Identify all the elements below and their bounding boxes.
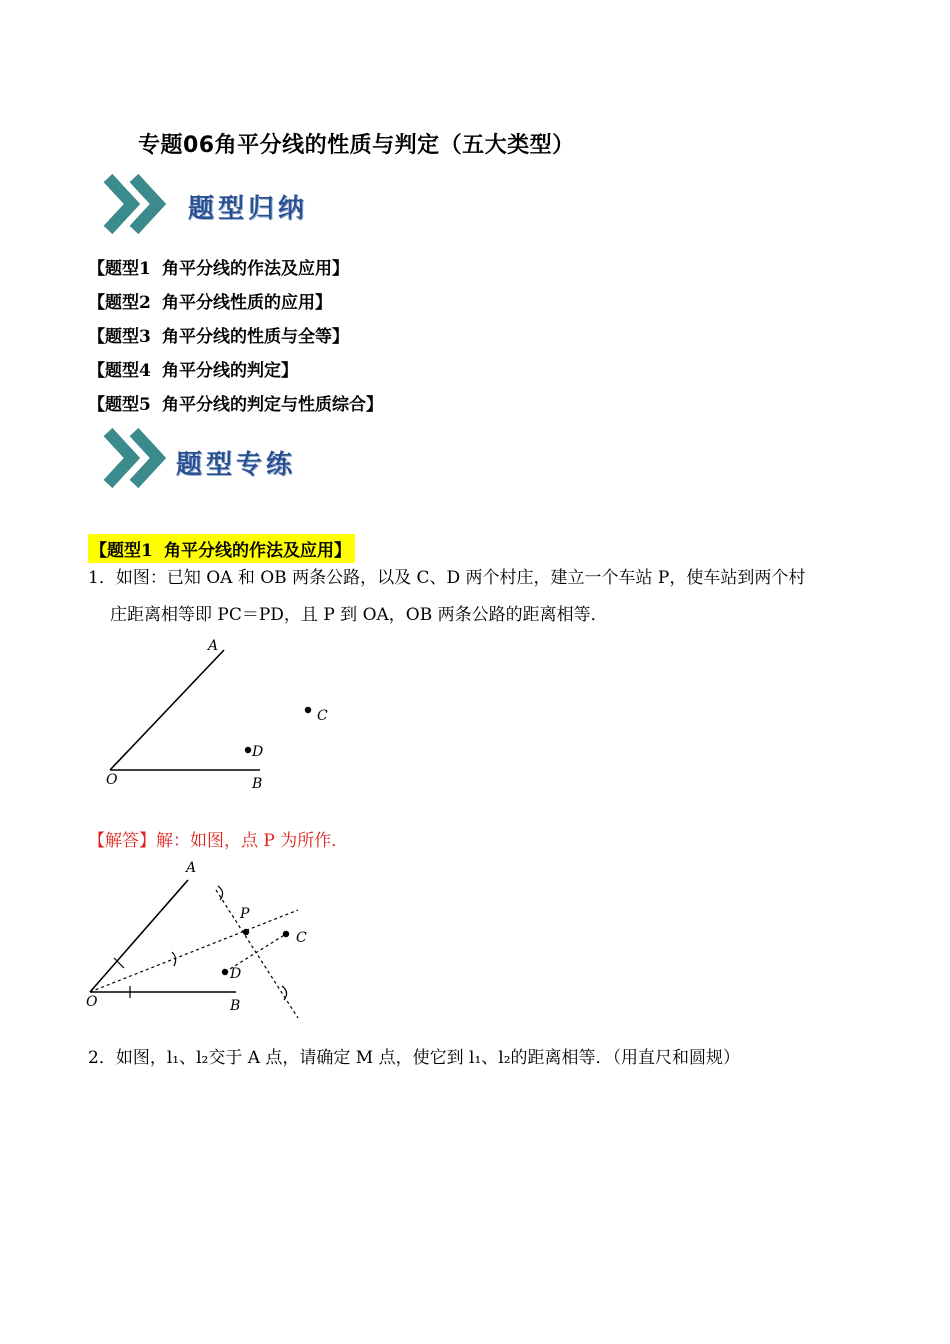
question-1-line-1: 1．如图：已知 OA 和 OB 两条公路，以及 C、D 两个村庄，建立一个车站 P，使车站到两个村 — [88, 568, 806, 588]
toc-item-2[interactable] — [88, 288, 332, 313]
question-2: 2．如图，l₁、l₂交于 A 点，请确定 M 点，使它到 l₁、l₂的距离相等．（用直尺和圆规） — [88, 1048, 741, 1068]
answer-tag: 【解答】 — [88, 831, 156, 851]
label-c: C — [296, 930, 307, 946]
toc-item-3[interactable] — [88, 322, 349, 347]
label-b: B — [252, 776, 263, 792]
toc-name: 角平分线的判定与性质综合】 — [162, 395, 383, 415]
toc-name: 角平分线的作法及应用】 — [162, 259, 349, 279]
section-heading-type1 — [88, 534, 355, 563]
toc-name: 角平分线性质的应用】 — [162, 293, 332, 313]
page-title: 专题06角平分线的性质与判定（五大类型） — [138, 133, 575, 158]
toc-name: 角平分线的性质与全等】 — [162, 327, 349, 347]
section-tag: 【题型1 — [90, 541, 153, 561]
section-banner-practice — [100, 426, 420, 496]
toc-tag: 【题型4 — [88, 361, 151, 381]
toc-tag: 【题型5 — [88, 395, 151, 415]
label-d: D — [230, 966, 242, 982]
answer-text: 解：如图，点 P 为所作． — [156, 831, 349, 851]
figure-2 — [84, 856, 334, 1026]
banner-label: 题型专练 — [176, 450, 297, 480]
label-d: D — [252, 744, 264, 760]
figure-1 — [90, 632, 350, 802]
label-p: P — [240, 906, 250, 922]
section-name: 角平分线的作法及应用】 — [164, 541, 351, 561]
toc-tag: 【题型3 — [88, 327, 151, 347]
banner-label: 题型归纳 — [188, 194, 309, 224]
toc-tag: 【题型1 — [88, 259, 151, 279]
toc-tag: 【题型2 — [88, 293, 151, 313]
toc-item-4[interactable] — [88, 356, 298, 381]
label-o: O — [106, 772, 118, 788]
question-1-line-2: 庄距离相等即 PC＝PD，且 P 到 OA，OB 两条公路的距离相等． — [110, 605, 608, 625]
label-b: B — [230, 998, 241, 1014]
label-c: C — [317, 708, 328, 724]
toc-item-5[interactable] — [88, 390, 383, 415]
section-banner-types — [100, 172, 420, 242]
label-a: A — [186, 860, 197, 876]
label-o: O — [86, 994, 98, 1010]
answer-1 — [88, 826, 348, 851]
toc-name: 角平分线的判定】 — [162, 361, 298, 381]
toc-item-1[interactable] — [88, 254, 349, 279]
label-a: A — [208, 638, 219, 654]
